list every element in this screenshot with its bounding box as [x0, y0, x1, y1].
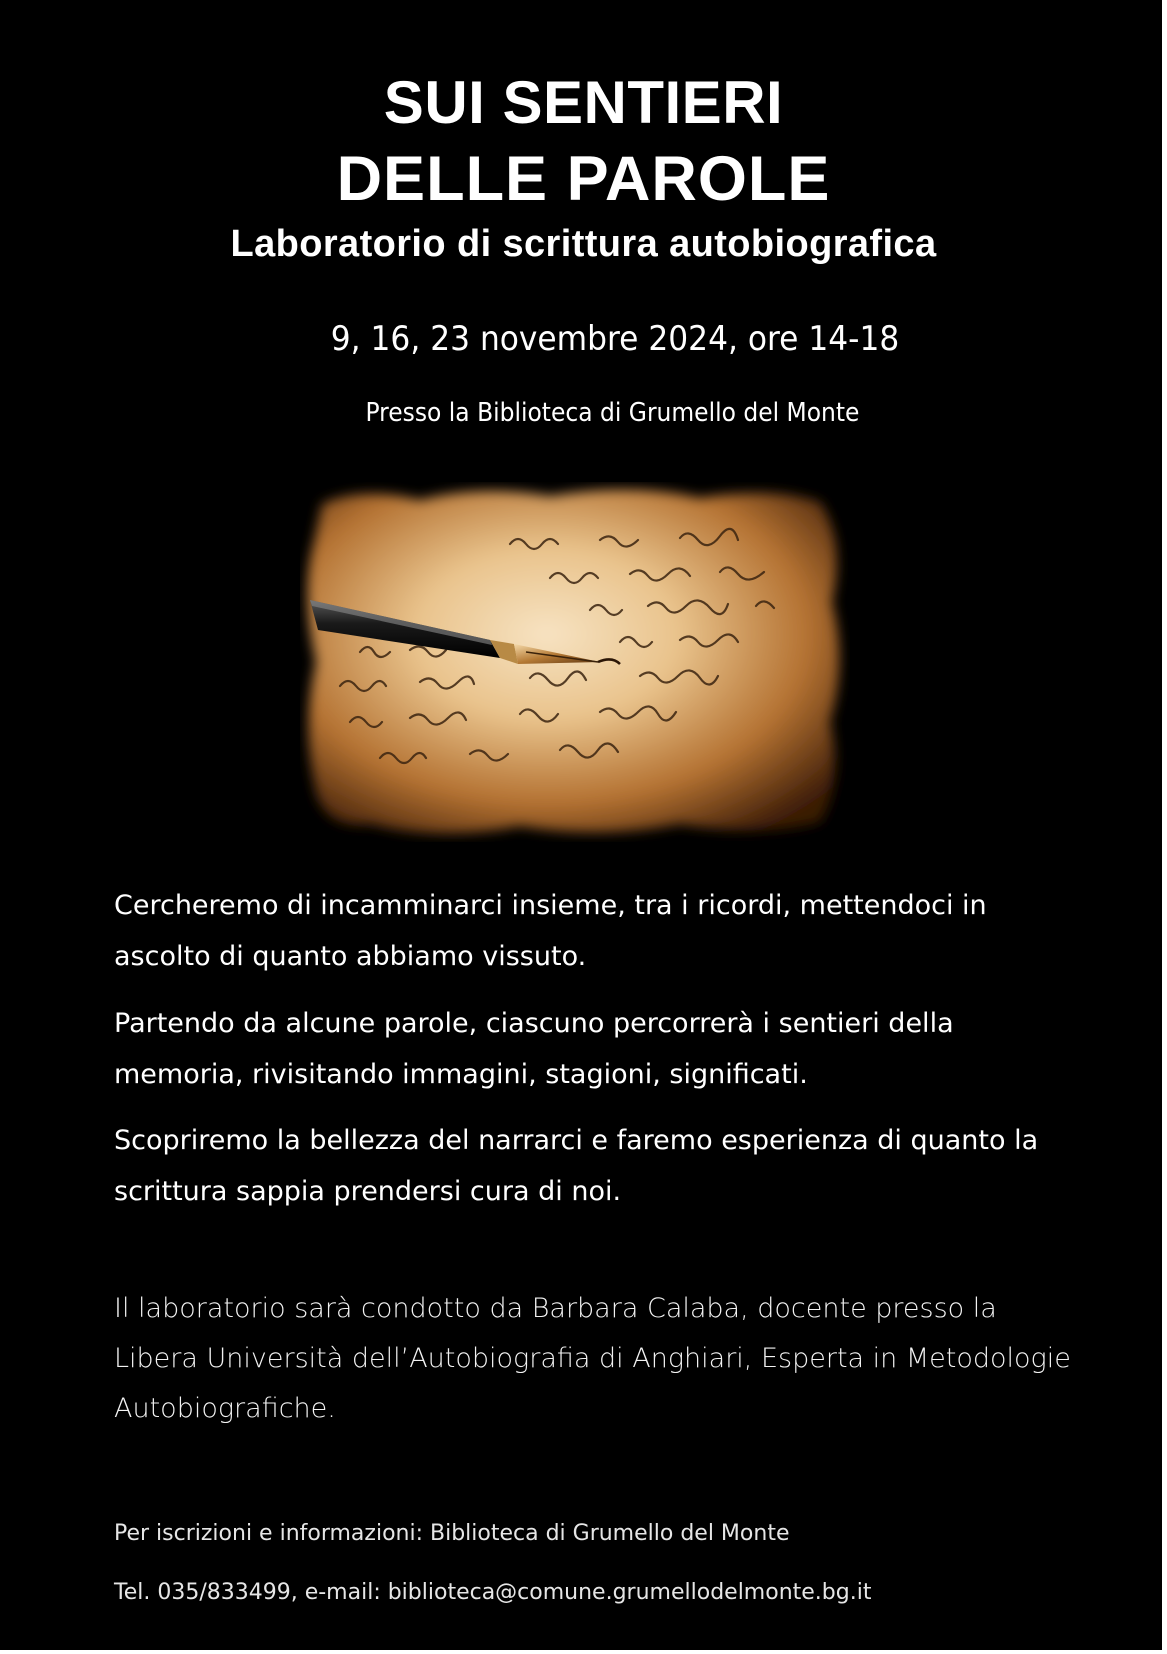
- paragraph-1-line-1: Cercheremo di incamminarci insieme, tra i ricordi, mettendoci in: [114, 890, 987, 921]
- paragraph-2-line-2: memoria, rivisitando immagini, stagioni, significati.: [114, 1059, 808, 1090]
- paragraph-3: [114, 1115, 1094, 1217]
- fountain-pen-on-handwritten-letter-icon: [300, 482, 850, 842]
- paragraph-3-line-2: scrittura sappia prendersi cura di noi.: [114, 1176, 622, 1207]
- paragraph-1: [114, 880, 1094, 982]
- event-venue: Presso la Biblioteca di Grumello del Monte: [365, 398, 860, 428]
- event-dates: 9, 16, 23 novembre 2024, ore 14-18: [330, 319, 900, 359]
- credit-line-3: Autobiografiche.: [114, 1393, 336, 1424]
- subtitle: Laboratorio di scrittura autobiografica: [230, 223, 937, 265]
- paragraph-1-line-2: ascolto di quanto abbiamo vissuto.: [114, 941, 587, 972]
- contact-info: Tel. 035/833499, e-mail: biblioteca@comune.grumellodelmonte.bg.it: [114, 1580, 872, 1605]
- paragraph-3-line-1: Scopriremo la bellezza del narrarci e faremo esperienza di quanto la: [114, 1125, 1039, 1156]
- registration-info: Per iscrizioni e informazioni: Biblioteca di Grumello del Monte: [114, 1521, 790, 1546]
- title-line-2: DELLE PAROLE: [336, 144, 831, 214]
- credit-line-2: Libera Università dell’Autobiografia di Anghiari, Esperta in Metodologie: [114, 1343, 1071, 1374]
- credit-line-1: Il laboratorio sarà condotto da Barbara Calaba, docente presso la: [114, 1293, 997, 1324]
- instructor-credit: [114, 1284, 1114, 1434]
- title-line-1: SUI SENTIERI: [383, 69, 784, 136]
- paragraph-2-line-1: Partendo da alcune parole, ciascuno percorrerà i sentieri della: [114, 1008, 954, 1039]
- fountain-pen-letter-image: [300, 482, 850, 842]
- paragraph-2: [114, 998, 1094, 1100]
